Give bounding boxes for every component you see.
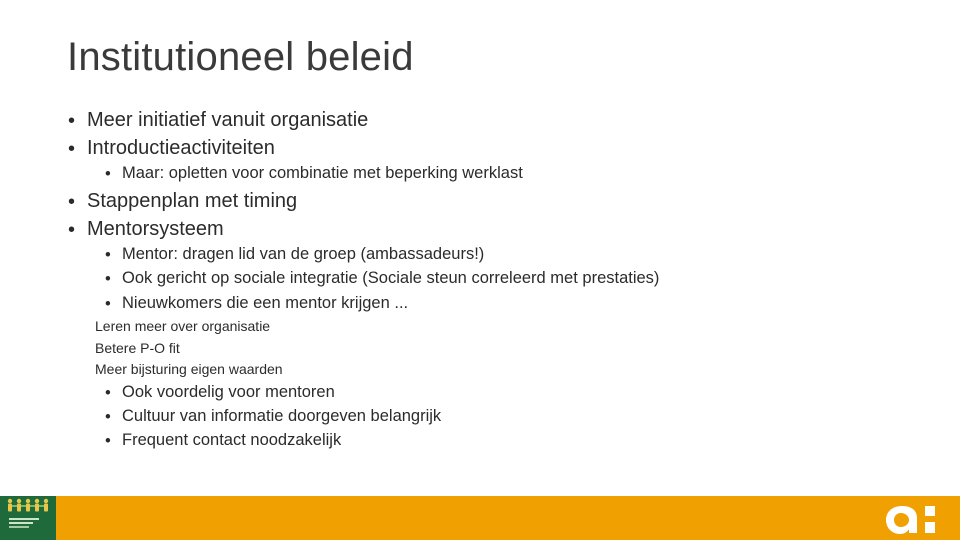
sub-bullet-item: Ook voordelig voor mentoren xyxy=(122,383,335,401)
bullet-glyph: • xyxy=(68,219,76,241)
bullet-glyph: • xyxy=(105,270,111,288)
bullet-glyph: • xyxy=(68,110,76,132)
sub-bullet-item: Nieuwkomers die een mentor krijgen ... xyxy=(122,294,409,312)
plain-text-line: Leren meer over organisatie xyxy=(95,318,271,334)
bullet-glyph: • xyxy=(105,432,111,450)
slide-title: Institutioneel beleid xyxy=(67,35,414,79)
bullet-glyph: • xyxy=(105,165,111,183)
sub-bullet-item: Ook gericht op sociale integratie (Sociale steun correleerd met prestaties) xyxy=(122,269,660,287)
sub-bullet-item: Maar: opletten voor combinatie met beperking werklast xyxy=(122,164,523,182)
bullet-item: Stappenplan met timing xyxy=(87,190,298,212)
bullet-item: Introductieactiviteiten xyxy=(87,137,275,159)
plain-text-line: Betere P-O fit xyxy=(95,340,180,356)
bullet-glyph: • xyxy=(68,191,76,213)
people-figures-icon xyxy=(5,498,51,514)
bullet-glyph: • xyxy=(105,246,111,264)
bullet-glyph: • xyxy=(105,408,111,426)
bullet-glyph: • xyxy=(105,295,111,313)
bullet-glyph: • xyxy=(105,384,111,402)
sub-bullet-item: Cultuur van informatie doorgeven belangrijk xyxy=(122,407,442,425)
plain-text-line: Meer bijsturing eigen waarden xyxy=(95,361,283,377)
sub-bullet-item: Mentor: dragen lid van de groep (ambassadeurs!) xyxy=(122,245,485,263)
bullet-glyph: • xyxy=(68,138,76,160)
university-logo-icon xyxy=(884,500,944,536)
bullet-item: Mentorsysteem xyxy=(87,218,224,240)
organisation-logo-icon xyxy=(0,496,56,540)
footer-bar xyxy=(0,496,960,540)
bullet-item: Meer initiatief vanuit organisatie xyxy=(87,109,369,131)
sub-bullet-item: Frequent contact noodzakelijk xyxy=(122,431,342,449)
